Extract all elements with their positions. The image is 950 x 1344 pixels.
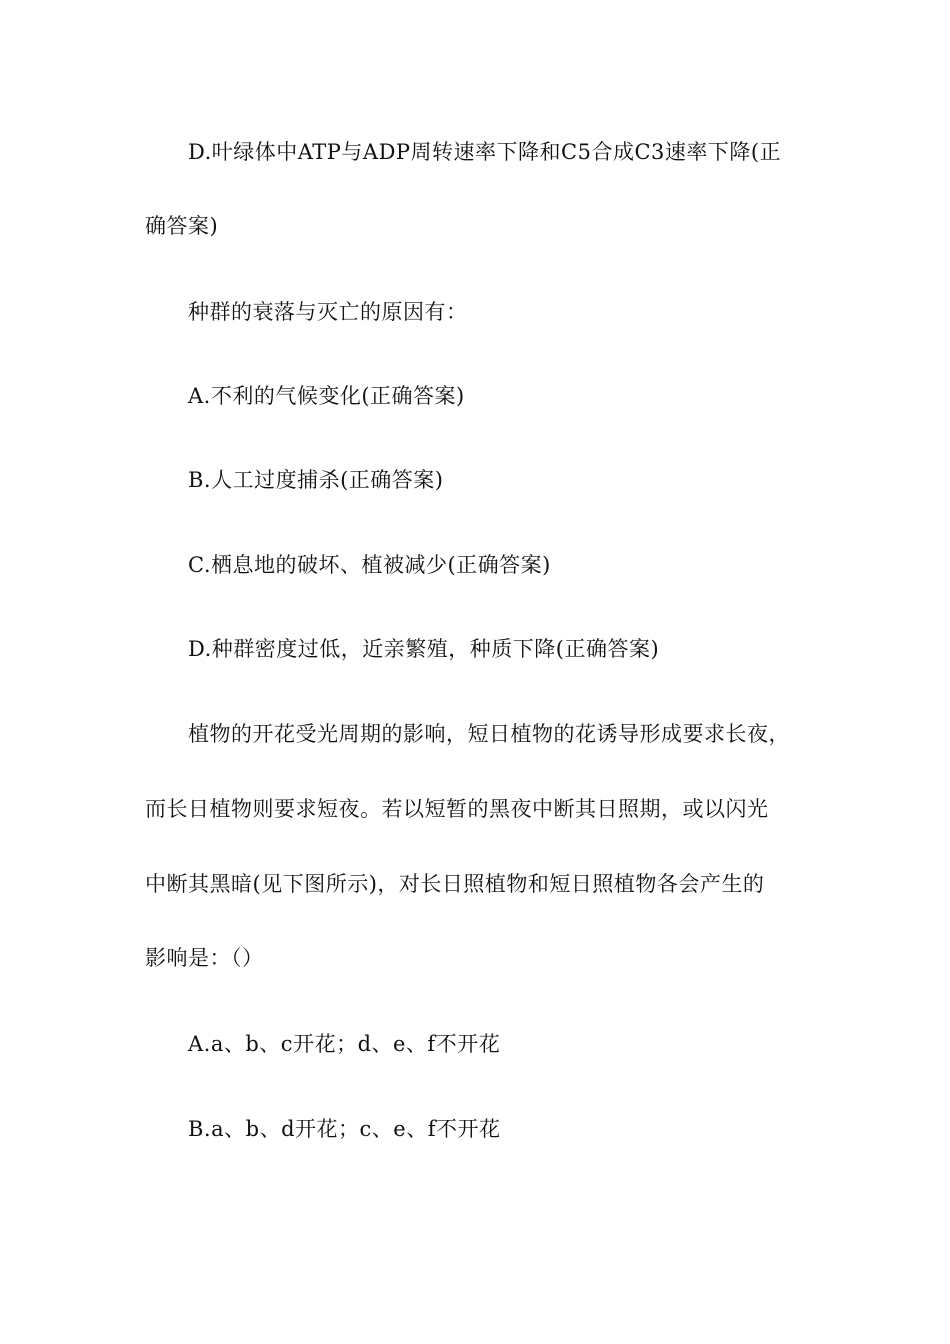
option-d-line-1: D.叶绿体中ATP与ADP周转速率下降和C5合成C3速率下降(正 — [188, 140, 782, 164]
option-b-flowering: B.a、b、d开花；c、e、f不开花 — [188, 1117, 501, 1141]
question-stem-photoperiod-line-1: 植物的开花受光周期的影响，短日植物的花诱导形成要求长夜， — [188, 722, 790, 746]
option-d-line-2: 确答案) — [145, 214, 219, 238]
option-c: C.栖息地的破坏、植被减少(正确答案) — [188, 553, 551, 577]
option-d: D.种群密度过低，近亲繁殖，种质下降(正确答案) — [188, 637, 660, 661]
question-stem-population: 种群的衰落与灭亡的原因有： — [188, 300, 468, 324]
option-a: A.不利的气候变化(正确答案) — [188, 384, 465, 408]
question-stem-photoperiod-line-4: 影响是：（） — [145, 946, 264, 970]
option-b: B.人工过度捕杀(正确答案) — [188, 468, 444, 492]
option-a-flowering: A.a、b、c开花；d、e、f不开花 — [188, 1032, 501, 1056]
question-stem-photoperiod-line-3: 中断其黑暗(见下图所示)，对长日照植物和短日照植物各会产生的 — [145, 872, 765, 896]
question-stem-photoperiod-line-2: 而长日植物则要求短夜。若以短暂的黑夜中断其日照期，或以闪光 — [145, 797, 769, 821]
